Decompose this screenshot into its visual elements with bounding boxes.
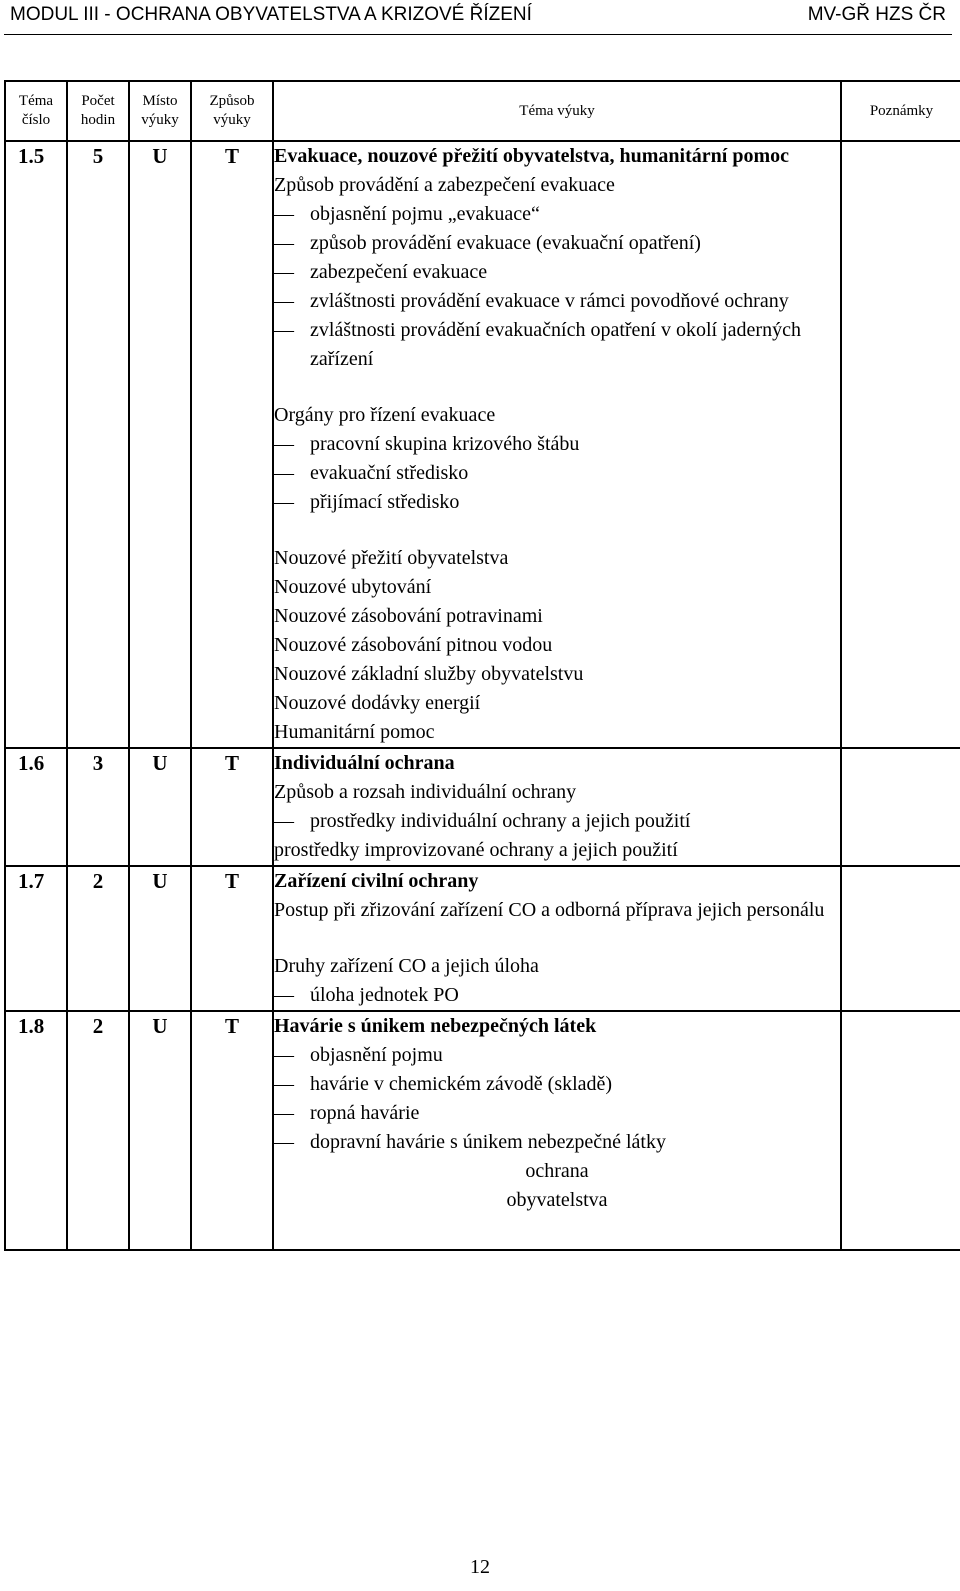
topic-subheading: Orgány pro řízení evakuace (274, 404, 496, 426)
list-item: — způsob provádění evakuace (evakuační opatření) (274, 229, 840, 258)
col-header-pocet-hodin: Počet hodin (67, 81, 129, 141)
cell-hodin: 2 (67, 866, 129, 1011)
table-row (5, 866, 960, 1011)
table-row (5, 141, 960, 748)
cell-topic (273, 866, 841, 1011)
col-header-tema-vyuky: Téma výuky (273, 81, 841, 141)
list-item: — prostředky individuální ochrany a jejich použití (274, 807, 840, 836)
topic-line: Nouzové zásobování potravinami (274, 605, 543, 627)
list-item: — objasnění pojmu „evakuace“ (274, 200, 840, 229)
cell-hodin: 5 (67, 141, 129, 748)
syllabus-table (4, 80, 960, 1251)
col-header-poznamky: Poznámky (841, 81, 960, 141)
topic-line: Nouzové zásobování pitnou vodou (274, 634, 553, 656)
header-organization: MV-GŘ HZS ČR (807, 4, 946, 25)
topic-title: Evakuace, nouzové přežití obyvatelstva, humanitární pomoc (274, 145, 789, 167)
topic-subheading: Způsob a rozsah individuální ochrany (274, 781, 577, 803)
header-module-title: MODUL III - OCHRANA OBYVATELSTVA A KRIZOVÉ ŘÍZENÍ (10, 4, 532, 25)
table-row (5, 1011, 960, 1250)
list-item: — zvláštnosti provádění evakuace v rámci povodňové ochrany (274, 287, 840, 316)
topic-line: Nouzové základní služby obyvatelstvu (274, 663, 584, 685)
list-item: — zvláštnosti provádění evakuačních opatření v okolí jaderných zařízení (274, 316, 840, 374)
topic-subheading: Způsob provádění a zabezpečení evakuace (274, 174, 615, 196)
cell-tema: 1.6 (5, 748, 67, 866)
cell-misto: U (129, 141, 191, 748)
topic-subheading: Postup při zřizování zařízení CO a odborná příprava jejich personálu (274, 899, 825, 921)
cell-tema: 1.5 (5, 141, 67, 748)
topic-title: Individuální ochrana (274, 752, 455, 774)
footer-line: ochrana (525, 1160, 589, 1182)
list-item: — úloha jednotek PO (274, 981, 840, 1010)
topic-line: prostředky improvizované ochrany a jejich použití (274, 839, 678, 861)
topic-line: Nouzové ubytování (274, 576, 432, 598)
col-header-tema-cislo: Téma číslo (5, 81, 67, 141)
cell-tema: 1.8 (5, 1011, 67, 1250)
col-header-misto-vyuky: Místo výuky (129, 81, 191, 141)
topic-line: Nouzové dodávky energií (274, 692, 481, 714)
cell-notes (841, 141, 960, 748)
list-item: — ropná havárie (274, 1099, 840, 1128)
list-item: — evakuační středisko (274, 459, 840, 488)
cell-notes (841, 748, 960, 866)
cell-hodin: 3 (67, 748, 129, 866)
cell-zpusob: T (191, 141, 273, 748)
topic-line: Nouzové přežití obyvatelstva (274, 547, 509, 569)
topic-title: Havárie s únikem nebezpečných látek (274, 1015, 597, 1037)
topic-line: Humanitární pomoc (274, 721, 435, 743)
cell-zpusob: T (191, 866, 273, 1011)
page-header (10, 4, 946, 30)
cell-notes (841, 866, 960, 1011)
page-number: 12 (470, 1556, 490, 1578)
cell-misto: U (129, 866, 191, 1011)
list-item: — zabezpečení evakuace (274, 258, 840, 287)
cell-tema: 1.7 (5, 866, 67, 1011)
list-item: — přijímací středisko (274, 488, 840, 517)
list-item: — pracovní skupina krizového štábu (274, 430, 840, 459)
header-divider (4, 34, 952, 35)
topic-title: Zařízení civilní ochrany (274, 870, 479, 892)
footer-line: obyvatelstva (506, 1189, 608, 1211)
cell-topic (273, 1011, 841, 1250)
list-item: — dopravní havárie s únikem nebezpečné látky (274, 1128, 840, 1157)
cell-topic (273, 141, 841, 748)
cell-hodin: 2 (67, 1011, 129, 1250)
topic-subheading: Druhy zařízení CO a jejich úloha (274, 955, 539, 977)
list-item: — havárie v chemickém závodě (skladě) (274, 1070, 840, 1099)
cell-zpusob: T (191, 748, 273, 866)
cell-misto: U (129, 748, 191, 866)
cell-notes (841, 1011, 960, 1250)
table-row (5, 748, 960, 866)
cell-zpusob: T (191, 1011, 273, 1250)
cell-misto: U (129, 1011, 191, 1250)
col-header-zpusob-vyuky: Způsob výuky (191, 81, 273, 141)
cell-topic (273, 748, 841, 866)
table-header-row (5, 81, 960, 141)
list-item: — objasnění pojmu (274, 1041, 840, 1070)
